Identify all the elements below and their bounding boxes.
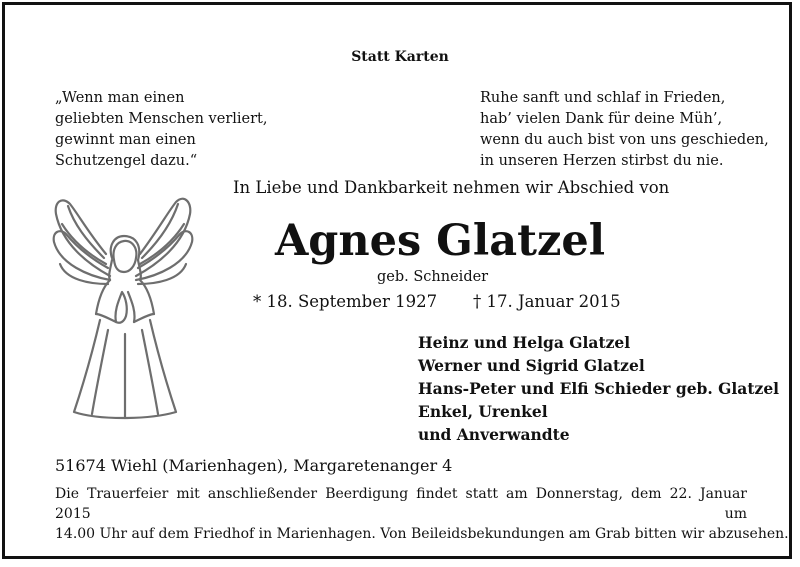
family-member: und Anverwandte: [418, 425, 570, 444]
family-member: Werner und Sigrid Glatzel: [418, 356, 645, 375]
family-member: Hans-Peter und Elfi Schieder geb. Glatzel: [418, 379, 780, 398]
poem-left-line: geliebten Menschen verliert,: [55, 111, 268, 127]
funeral-notice-line: Die Trauerfeier mit anschließender Beerdigung findet statt am Donnerstag, dem 22. Januar 2015 um: [55, 486, 747, 522]
header-statt-karten: Statt Karten: [351, 49, 449, 65]
intro-line: In Liebe und Dankbarkeit nehmen wir Abschied von: [233, 178, 670, 197]
poem-right: [480, 88, 769, 172]
address: 51674 Wiehl (Marienhagen), Margaretenanger 4: [55, 456, 453, 475]
poem-left: [55, 88, 267, 172]
funeral-notice: [55, 484, 789, 544]
deceased-name: Agnes Glatzel: [274, 216, 606, 266]
poem-right-line: in unseren Herzen stirbst du nie.: [480, 153, 724, 169]
poem-right-line: wenn du auch bist von uns geschieden,: [480, 132, 769, 148]
family-list: [418, 331, 779, 446]
birth-name: geb. Schneider: [377, 269, 489, 285]
birth-date: * 18. September 1927: [253, 292, 438, 311]
funeral-notice-line: 14.00 Uhr auf dem Friedhof in Marienhagen. Von Beileidsbekundungen am Grab bitten wir abzusehen.: [55, 526, 789, 542]
poem-left-line: Schutzengel dazu.“: [55, 153, 198, 169]
poem-right-line: Ruhe sanft und schlaf in Frieden,: [480, 90, 726, 106]
poem-left-line: „Wenn man einen: [55, 90, 185, 106]
family-member: Enkel, Urenkel: [418, 402, 548, 421]
family-member: Heinz und Helga Glatzel: [418, 333, 631, 352]
death-date: † 17. Januar 2015: [473, 292, 621, 311]
poem-right-line: hab’ vielen Dank für deine Müh’,: [480, 111, 723, 127]
poem-left-line: gewinnt man einen: [55, 132, 196, 148]
